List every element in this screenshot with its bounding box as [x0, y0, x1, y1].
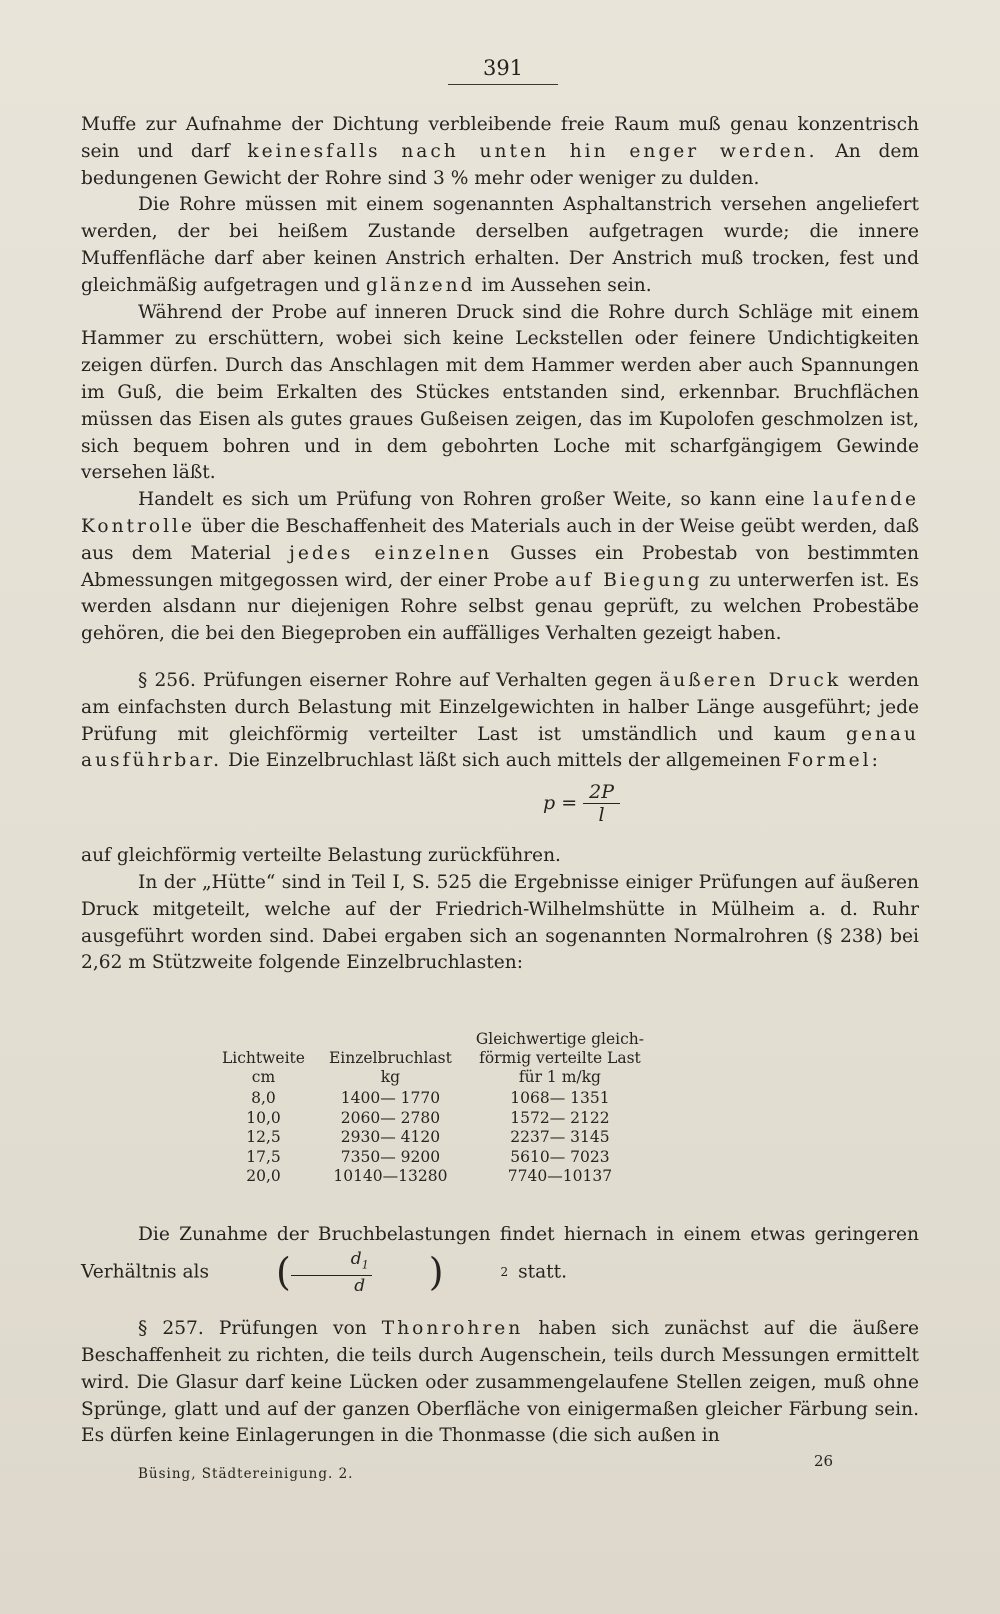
- table-row: [210, 1089, 656, 1109]
- spaced-emphasis: glänzend: [365, 274, 476, 296]
- spaced-emphasis: äußeren Druck: [659, 669, 842, 691]
- table-cell: 1068— 1351: [510, 1089, 610, 1107]
- table-cell: 7740—10137: [507, 1167, 613, 1185]
- column-header: Einzelbruchlast kg: [328, 1049, 452, 1086]
- footer-signature: Büsing, Städtereinigung. 2.: [138, 1466, 354, 1482]
- body-text-upper: [81, 112, 919, 977]
- table-cell: 17,5: [246, 1147, 281, 1166]
- section-256: [81, 668, 919, 775]
- text-run: haben sich zunächst auf die äußere Beschaffenheit zu richten, die teils durch Augenschein, teils durch Messungen ermittelt wird. Die Glasur darf keine Lücken oder zusammengelaufene Stellen zeigen, muß ohne Sprünge, glatt und auf der ganzen Oberfläche von einigermaßen gleicher Färbung sein. Es dürfen keine Einlagerungen in die Thonmasse (die sich außen in: [81, 1318, 919, 1447]
- table-cell: 7350— 9200: [340, 1147, 441, 1166]
- text-run: zu unterwerfen ist. Es werden alsdann nur diejenigen Rohre selbst genau geprüft, zu welchen Probestäbe gehören, die bei den Biegeproben ein auffälliges Verhalten gezeigt haben.: [81, 569, 919, 645]
- text-run: Gusses ein Probestab von bestimmten Abmessungen mitgegossen wird, der einer Probe: [81, 542, 919, 591]
- table-cell: 5610— 7023: [510, 1147, 610, 1166]
- section-257: [81, 1316, 919, 1450]
- text-run: Handelt es sich um Prüfung von Rohren großer Weite, so kann eine: [138, 489, 805, 511]
- text-run: Die Einzelbruchlast läßt sich auch mittels der allgemeinen: [228, 750, 782, 772]
- text-run: § 257. Prüfungen von: [138, 1318, 367, 1340]
- table-row: [210, 1167, 656, 1187]
- paragraph: Während der Probe auf inneren Druck sind die Rohre durch Schläge mit einem Hammer zu erschüttern, wobei sich keine Leckstellen oder feinere Undichtigkeiten zeigen dürfen. Durch das Anschlagen mit dem Hammer werden aber auch Spannungen im Guß, die beim Erkalten des Stückes entstanden sind, erkennbar. Bruchflächen müssen das Eisen als gutes graues Gußeisen zeigen, das im Kupolofen geschmolzen ist, sich bequem bohren und in dem gebohrten Loche mit scharfgängigem Gewinde versehen läßt.: [81, 301, 919, 484]
- page-number: 391: [448, 56, 558, 85]
- ratio-numerator-subscript: 1: [361, 1258, 369, 1272]
- table-cell: 12,5: [246, 1128, 281, 1146]
- table-row: [210, 1109, 656, 1129]
- table-cell: 1572— 2122: [510, 1108, 610, 1127]
- text-run: Die Rohre müssen mit einem sogenannten Asphaltanstrich versehen angeliefert werden, der bei heißem Zustande derselben aufgetragen wurde; die innere Muffenfläche darf aber keinen Anstrich erhalten. Der Anstrich muß trocken, fest und gleichmäßig aufgetragen und: [81, 194, 919, 296]
- paragraph: [81, 112, 919, 192]
- paragraph: In der „Hütte“ sind in Teil I, S. 525 die Ergebnisse einiger Prüfungen auf äußeren Druck mitgeteilt, welche auf der Friedrich-Wilhelmshütte in Mülheim a. d. Ruhr ausgeführt worden sind. Dabei ergaben sich an sogenannten Normalrohren (§ 238) bei 2,62 m Stützweite folgende Einzelbruchlasten:: [81, 871, 919, 974]
- text-run: im Aussehen sein.: [481, 274, 652, 296]
- table-cell: 1400— 1770: [340, 1089, 441, 1107]
- ratio-formula: ( $d_1$ d ) 2: [275, 1248, 509, 1297]
- ratio-denominator: d: [354, 1276, 366, 1297]
- paragraph: [81, 192, 919, 299]
- table-cell: 8,0: [251, 1089, 276, 1107]
- spaced-emphasis: Formel:: [787, 750, 881, 772]
- body-text-lower: [81, 1222, 919, 1450]
- table-row: [210, 1148, 656, 1168]
- spaced-emphasis: auf Biegung: [554, 569, 703, 591]
- text-run: statt.: [518, 1261, 568, 1283]
- ratio-exponent: 2: [500, 1265, 509, 1280]
- spaced-emphasis: jedes einzelnen: [289, 542, 493, 564]
- spaced-emphasis: Thonrohren: [381, 1318, 524, 1340]
- text-run: § 256. Prüfungen eiserner Rohre auf Verhalten gegen: [138, 669, 652, 691]
- column-header: Lichtweite cm: [222, 1049, 305, 1086]
- paragraph: auf gleichförmig verteilte Belastung zurückführen.: [81, 845, 561, 867]
- table-cell: 2237— 3145: [510, 1128, 610, 1146]
- table-cell: 2930— 4120: [340, 1128, 441, 1146]
- text-run: über die Beschaffenheit des Materials auch in der Weise geübt werden, daß aus dem Material: [81, 515, 919, 564]
- formula: [81, 775, 919, 843]
- paragraph: [81, 1222, 919, 1296]
- table-row: [210, 1128, 656, 1148]
- spaced-emphasis: genau ausführbar.: [81, 723, 919, 772]
- spaced-emphasis: keinesfalls nach unten hin enger werden.: [247, 140, 818, 162]
- text-run: An dem bedungenen Gewicht der Rohre sind 3 % mehr oder weniger zu dulden.: [81, 140, 920, 189]
- formula-denominator: l: [598, 804, 605, 827]
- sheet-number: 26: [814, 1452, 834, 1470]
- table-cell: 10,0: [246, 1108, 281, 1127]
- table-cell: 2060— 2780: [340, 1108, 441, 1127]
- text-run: werden am einfachsten durch Belastung mit Einzelgewichten in halber Länge ausgeführt; jede Prüfung mit gleichförmig verteilter Last ist umständlich und kaum: [81, 669, 919, 745]
- breaking-load-table: [210, 1030, 656, 1187]
- formula-numerator: 2P: [583, 781, 620, 804]
- table-header-row: [210, 1030, 656, 1089]
- text-run: Die Zunahme der Bruchbelastungen findet hiernach in einem etwas geringeren Verhältnis als: [81, 1224, 919, 1283]
- ratio-numerator: d: [350, 1248, 362, 1269]
- table-cell: 10140—13280: [333, 1167, 448, 1185]
- column-header: Gleichwertige gleich- förmig verteilte Last für 1 m/kg: [475, 1030, 644, 1086]
- paragraph: [81, 487, 919, 648]
- formula-lhs: p =: [543, 792, 578, 815]
- table-cell: 20,0: [246, 1167, 281, 1185]
- text-run: Muffe zur Aufnahme der Dichtung verbleibende freie Raum muß genau konzentrisch sein und darf: [81, 114, 919, 162]
- spaced-emphasis: laufende Kontrolle: [81, 489, 919, 537]
